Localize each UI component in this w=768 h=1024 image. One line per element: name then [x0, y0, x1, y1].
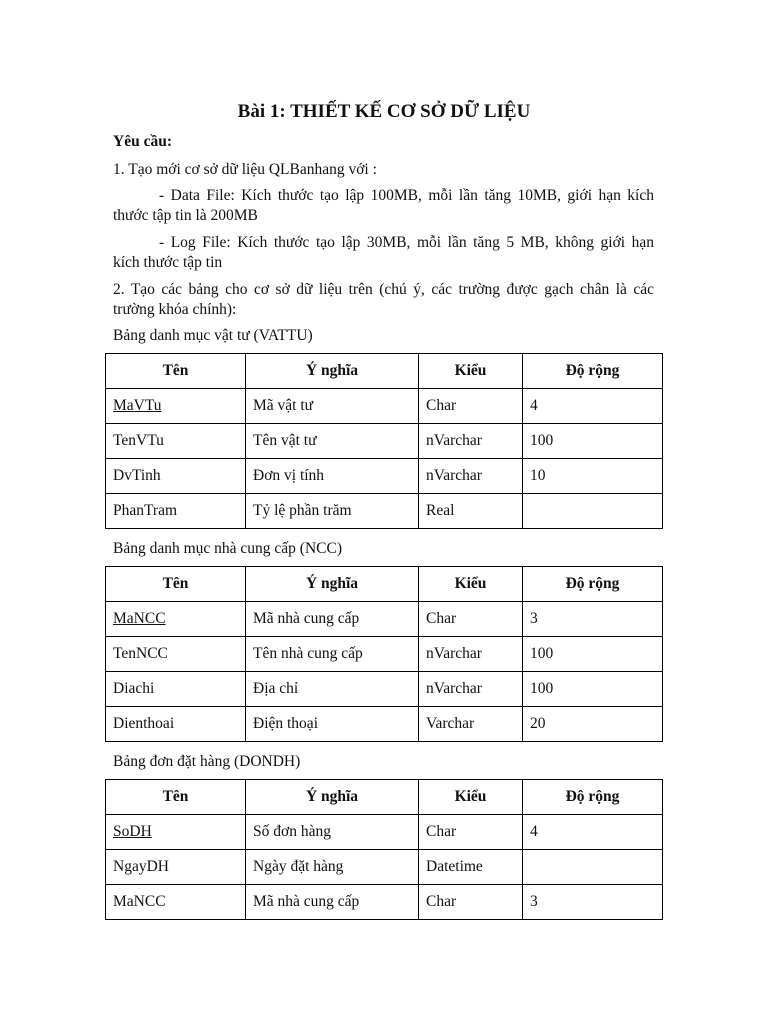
table-cell: TenVTu — [106, 424, 246, 459]
table-header-row — [106, 780, 663, 815]
table-row — [106, 389, 663, 424]
data-file-line-2: thước tập tin là 200MB — [113, 207, 258, 224]
requirement-label: Yêu cầu: — [113, 133, 172, 150]
data-file-line-1: - Data File: Kích thước tạo lập 100MB, mỗi lần tăng 10MB, giới hạn kích — [159, 187, 654, 204]
table-cell: Char — [419, 815, 523, 850]
table-cell: Real — [419, 494, 523, 529]
table-cell: Địa chỉ — [246, 672, 419, 707]
table-cell: Dienthoai — [106, 707, 246, 742]
header-kieu: Kiểu — [419, 354, 523, 389]
table-row — [106, 672, 663, 707]
table-cell: 4 — [523, 815, 663, 850]
table-cell: Số đơn hàng — [246, 815, 419, 850]
item-2-line-2: trường khóa chính): — [113, 301, 237, 318]
table-row — [106, 494, 663, 529]
table-cell: 100 — [523, 672, 663, 707]
table-cell: MaNCC — [106, 885, 246, 920]
table-cell: 3 — [523, 602, 663, 637]
header-do-rong: Độ rộng — [523, 354, 663, 389]
table-cell: PhanTram — [106, 494, 246, 529]
table-cell: nVarchar — [419, 459, 523, 494]
table-row — [106, 637, 663, 672]
header-ten: Tên — [106, 780, 246, 815]
table-row — [106, 707, 663, 742]
table-cell: 3 — [523, 885, 663, 920]
table-cell: nVarchar — [419, 672, 523, 707]
header-kieu: Kiểu — [419, 567, 523, 602]
header-do-rong: Độ rộng — [523, 780, 663, 815]
table-row — [106, 850, 663, 885]
header-y-nghia: Ý nghĩa — [246, 354, 419, 389]
table-dondh — [105, 779, 663, 920]
table-cell: 20 — [523, 707, 663, 742]
table-cell: Tỷ lệ phần trăm — [246, 494, 419, 529]
table-header-row — [106, 354, 663, 389]
table-cell — [523, 850, 663, 885]
table-cell: 100 — [523, 637, 663, 672]
table-cell: Diachi — [106, 672, 246, 707]
table-cell: Varchar — [419, 707, 523, 742]
table-cell — [523, 494, 663, 529]
primary-key-cell: MaVTu — [106, 389, 246, 424]
table-vattu — [105, 353, 663, 529]
header-do-rong: Độ rộng — [523, 567, 663, 602]
table-row — [106, 885, 663, 920]
table-cell: Char — [419, 885, 523, 920]
item-2-line-1: 2. Tạo các bảng cho cơ sở dữ liệu trên (chú ý, các trường được gạch chân là các — [113, 281, 654, 298]
table-cell: nVarchar — [419, 424, 523, 459]
header-ten: Tên — [106, 567, 246, 602]
table-caption-vattu: Bảng danh mục vật tư (VATTU) — [113, 327, 313, 344]
log-file-line-1: - Log File: Kích thước tạo lập 30MB, mỗi lần tăng 5 MB, không giới hạn — [159, 234, 654, 251]
primary-key-cell: SoDH — [106, 815, 246, 850]
table-cell: Mã vật tư — [246, 389, 419, 424]
header-y-nghia: Ý nghĩa — [246, 567, 419, 602]
table-cell: Mã nhà cung cấp — [246, 885, 419, 920]
header-y-nghia: Ý nghĩa — [246, 780, 419, 815]
table-cell: Tên vật tư — [246, 424, 419, 459]
table-header-row — [106, 567, 663, 602]
table-ncc — [105, 566, 663, 742]
table-cell: Mã nhà cung cấp — [246, 602, 419, 637]
table-cell: 100 — [523, 424, 663, 459]
table-cell: nVarchar — [419, 637, 523, 672]
log-file-line-2: kích thước tập tin — [113, 254, 223, 271]
page-title: Bài 1: THIẾT KẾ CƠ SỞ DỮ LIỆU — [237, 101, 531, 122]
table-cell: NgayDH — [106, 850, 246, 885]
table-cell: Điện thoại — [246, 707, 419, 742]
item-1-text: 1. Tạo mới cơ sở dữ liệu QLBanhang với : — [113, 161, 377, 178]
header-ten: Tên — [106, 354, 246, 389]
table-cell: Char — [419, 602, 523, 637]
table-cell: 10 — [523, 459, 663, 494]
table-caption-dondh: Bảng đơn đặt hàng (DONDH) — [113, 753, 301, 770]
table-cell: Datetime — [419, 850, 523, 885]
table-cell: 4 — [523, 389, 663, 424]
table-cell: Tên nhà cung cấp — [246, 637, 419, 672]
table-cell: Char — [419, 389, 523, 424]
table-row — [106, 602, 663, 637]
header-kieu: Kiểu — [419, 780, 523, 815]
table-cell: Ngày đặt hàng — [246, 850, 419, 885]
table-row — [106, 424, 663, 459]
table-cell: DvTinh — [106, 459, 246, 494]
table-cell: TenNCC — [106, 637, 246, 672]
table-caption-ncc: Bảng danh mục nhà cung cấp (NCC) — [113, 540, 342, 557]
primary-key-cell: MaNCC — [106, 602, 246, 637]
table-row — [106, 459, 663, 494]
table-row — [106, 815, 663, 850]
table-cell: Đơn vị tính — [246, 459, 419, 494]
